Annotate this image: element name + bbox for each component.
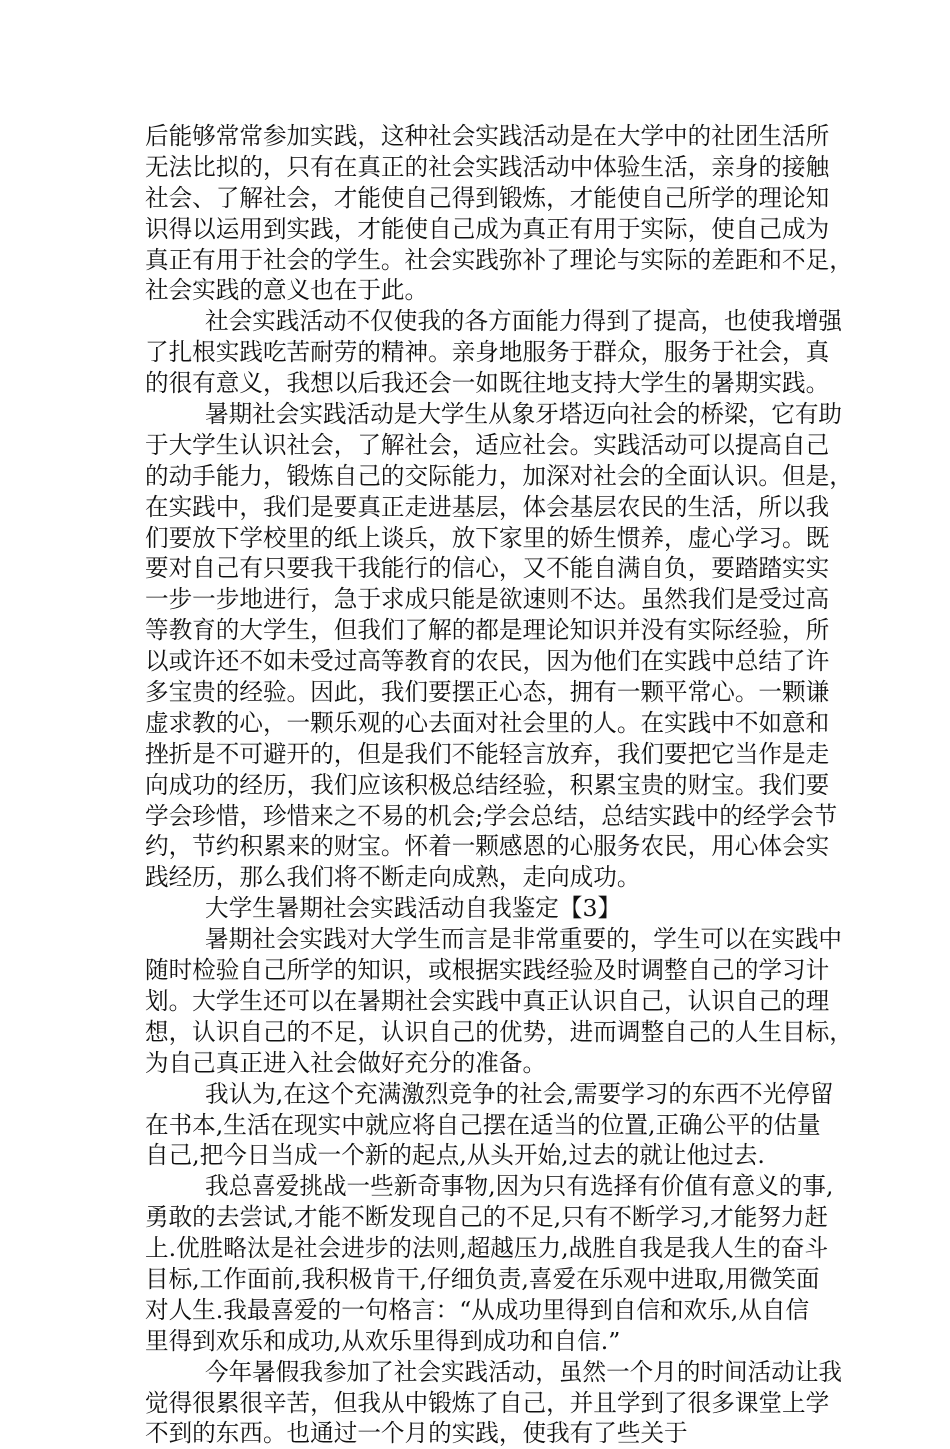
text-line: 了扎根实践吃苦耐劳的精神。亲身地服务于群众，服务于社会，真 — [145, 338, 830, 367]
text-line: 我总喜爱挑战一些新奇事物,因为只有选择有价值有意义的事, — [145, 1172, 834, 1201]
text-line: 觉得很累很辛苦，但我从中锻炼了自己，并且学到了很多课堂上学 — [145, 1388, 830, 1417]
text-line: 于大学生认识社会，了解社会，适应社会。实践活动可以提高自己 — [145, 430, 830, 459]
text-line: 今年暑假我参加了社会实践活动，虽然一个月的时间活动让我 — [145, 1357, 843, 1386]
text-line: 里得到欢乐和成功,从欢乐里得到成功和自信.” — [145, 1326, 621, 1355]
text-line: 们要放下学校里的纸上谈兵，放下家里的娇生惯养，虚心学习。既 — [145, 523, 830, 552]
text-line: 识得以运用到实践，才能使自己成为真正有用于实际，使自己成为 — [145, 214, 830, 243]
text-line: 多宝贵的经验。因此，我们要摆正心态，拥有一颗平常心。一颗谦 — [145, 678, 830, 707]
text-line: 社会实践活动不仅使我的各方面能力得到了提高，也使我增强 — [145, 307, 843, 336]
text-line: 等教育的大学生，但我们了解的都是理论知识并没有实际经验，所 — [145, 616, 830, 645]
text-line: 暑期社会实践活动是大学生从象牙塔迈向社会的桥梁，它有助 — [145, 400, 843, 429]
text-line: 为自己真正进入社会做好充分的准备。 — [145, 1048, 547, 1077]
text-line: 的很有意义，我想以后我还会一如既往地支持大学生的暑期实践。 — [145, 369, 830, 398]
text-line: 目标,工作面前,我积极肯干,仔细负责,喜爱在乐观中进取,用微笑面 — [145, 1264, 820, 1293]
text-line: 自己,把今日当成一个新的起点,从头开始,过去的就让他过去. — [145, 1141, 765, 1170]
text-line: 虚求教的心，一颗乐观的心去面对社会里的人。在实践中不如意和 — [145, 708, 830, 737]
text-line: 践经历，那么我们将不断走向成熟，走向成功。 — [145, 863, 641, 892]
text-line: 在实践中，我们是要真正走进基层，体会基层农民的生活，所以我 — [145, 492, 830, 521]
text-line: 暑期社会实践对大学生而言是非常重要的，学生可以在实践中 — [145, 925, 843, 954]
text-line: 在书本,生活在现实中就应将自己摆在适当的位置,正确公平的估量 — [145, 1110, 821, 1139]
text-line: 勇敢的去尝试,才能不断发现自己的不足,只有不断学习,才能努力赶 — [145, 1203, 829, 1232]
text-line: 向成功的经历，我们应该积极总结经验，积累宝贵的财宝。我们要 — [145, 770, 830, 799]
text-line: 挫折是不可避开的，但是我们不能轻言放弃，我们要把它当作是走 — [145, 739, 830, 768]
text-line: 约，节约积累来的财宝。怀着一颗感恩的心服务农民，用心体会实 — [145, 832, 830, 861]
text-line: 上.优胜略汰是社会进步的法则,超越压力,战胜自我是我人生的奋斗 — [145, 1234, 829, 1263]
text-line: 社会实践的意义也在于此。 — [145, 276, 429, 305]
text-line: 的动手能力，锻炼自己的交际能力，加深对社会的全面认识。但是， — [145, 461, 853, 490]
text-line: 社会、了解社会，才能使自己得到锻炼，才能使自己所学的理论知 — [145, 183, 830, 212]
document-body — [145, 121, 853, 1449]
text-line: 我认为,在这个充满激烈竞争的社会,需要学习的东西不光停留 — [145, 1079, 834, 1108]
text-line: 一步一步地进行，急于求成只能是欲速则不达。虽然我们是受过高 — [145, 585, 830, 614]
text-line: 真正有用于社会的学生。社会实践弥补了理论与实际的差距和不足， — [145, 245, 853, 274]
text-line: 要对自己有只要我干我能行的信心，又不能自满自负，要踏踏实实 — [145, 554, 830, 583]
text-line: 划。大学生还可以在暑期社会实践中真正认识自己，认识自己的理 — [145, 986, 830, 1015]
text-line: 对人生.我最喜爱的一句格言：“从成功里得到自信和欢乐,从自信 — [145, 1295, 810, 1324]
text-line: 以或许还不如未受过高等教育的农民，因为他们在实践中总结了许 — [145, 647, 830, 676]
text-line: 无法比拟的，只有在真正的社会实践活动中体验生活，亲身的接触 — [145, 152, 830, 181]
text-line: 不到的东西。也通过一个月的实践，使我有了些关于 — [145, 1419, 688, 1448]
text-line: 大学生暑期社会实践活动自我鉴定【3】 — [145, 894, 622, 923]
text-line: 想，认识自己的不足，认识自己的优势，进而调整自己的人生目标， — [145, 1017, 853, 1046]
text-line: 后能够常常参加实践，这种社会实践活动是在大学中的社团生活所 — [145, 122, 830, 150]
text-line: 学会珍惜，珍惜来之不易的机会;学会总结，总结实践中的经学会节 — [145, 801, 838, 830]
text-line: 随时检验自己所学的知识，或根据实践经验及时调整自己的学习计 — [145, 956, 830, 985]
